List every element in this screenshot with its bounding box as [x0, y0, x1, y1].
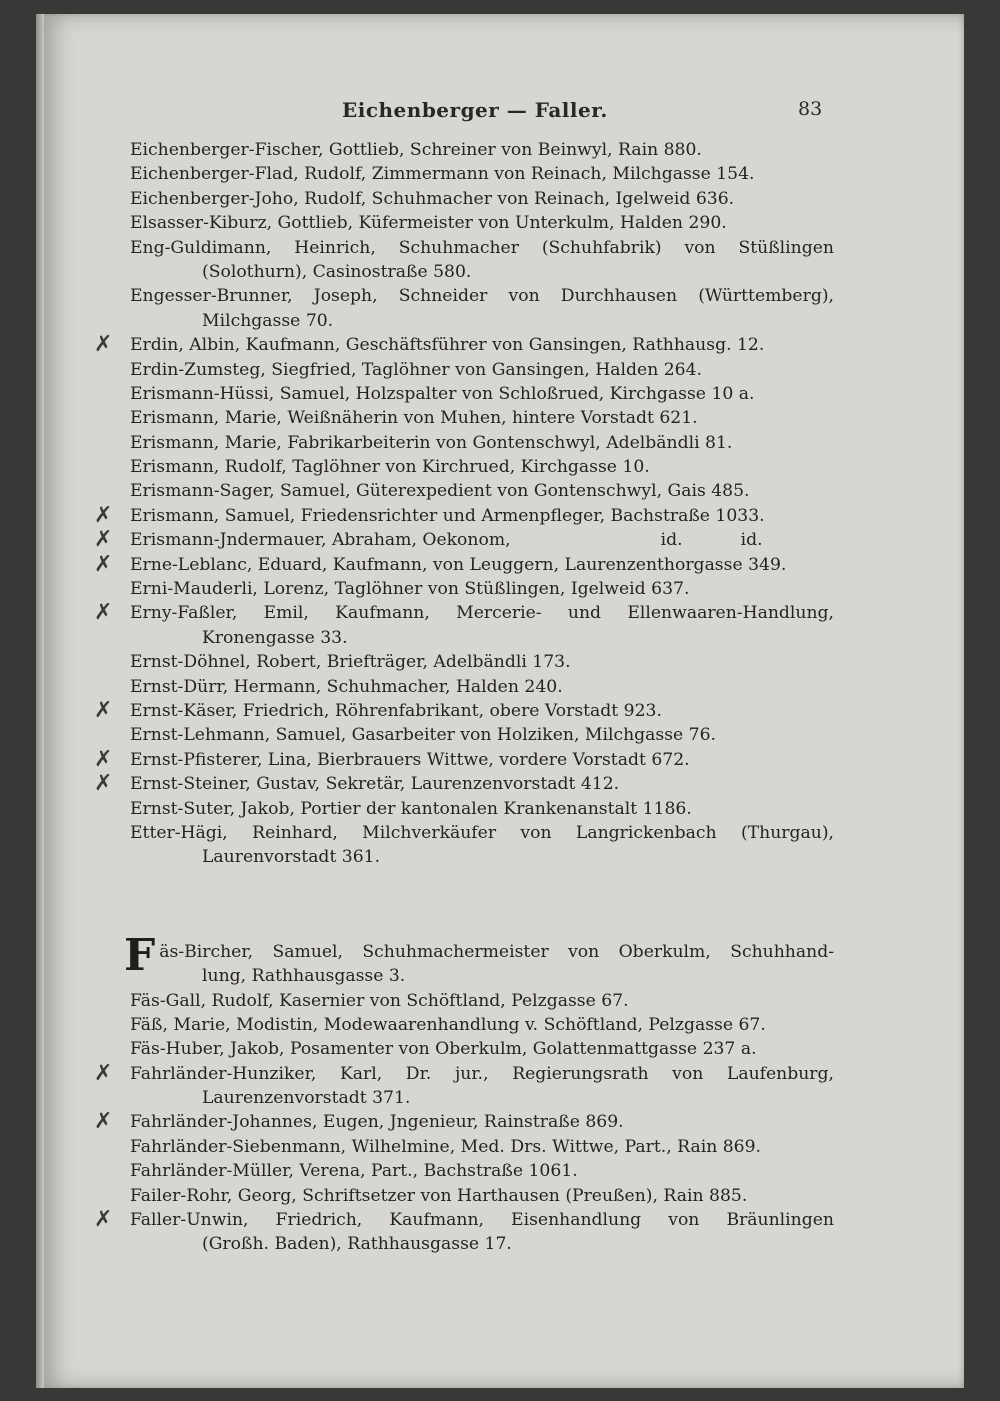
entry-line — [130, 284, 834, 308]
entry-line — [130, 187, 834, 211]
entry-line — [130, 406, 834, 430]
entry-text: Fäß, Marie, Modistin, Modewaarenhandlung v. Schöftland, Pelzgasse 67. — [130, 1014, 766, 1035]
section-f — [94, 929, 834, 1257]
entry-line — [130, 797, 834, 821]
entry-line — [130, 138, 834, 162]
entry-line — [130, 382, 834, 406]
entry-text: Ernst-Dürr, Hermann, Schuhmacher, Halden 240. — [130, 676, 563, 697]
page-number: 83 — [798, 98, 823, 120]
entry-text: Ernst-Suter, Jakob, Portier der kantonalen Krankenanstalt 1186. — [130, 798, 692, 819]
entry-line — [130, 650, 834, 674]
entry-text: Ernst-Döhnel, Robert, Briefträger, Adelbändli 173. — [130, 652, 571, 673]
pencil-mark-icon: ✗ — [94, 1207, 113, 1233]
pencil-mark-icon: ✗ — [94, 697, 113, 723]
entry-line — [94, 1109, 834, 1135]
entry-line — [130, 723, 834, 747]
entry-text: Milchgasse 70. — [202, 310, 334, 331]
entry-text: Erne-Leblanc, Eduard, Kaufmann, von Leuggern, Laurenzenthorgasse 349. — [130, 554, 787, 575]
entry-line — [94, 332, 834, 358]
pencil-mark-icon: ✗ — [94, 551, 113, 577]
entry-line — [130, 821, 834, 845]
entry-text: Fahrländer-Müller, Verena, Part., Bachstraße 1061. — [130, 1161, 578, 1182]
pencil-mark-icon: ✗ — [94, 1060, 113, 1086]
entry-line — [130, 675, 834, 699]
entry-text: Ernst-Steiner, Gustav, Sekretär, Laurenzenvorstadt 412. — [130, 774, 620, 795]
entry-text: Ernst-Käser, Friedrich, Röhrenfabrikant, obere Vorstadt 923. — [130, 700, 662, 721]
section-gap — [130, 870, 834, 940]
entry-text: Laurenzenvorstadt 371. — [202, 1088, 411, 1109]
entry-text: Failer-Rohr, Georg, Schriftsetzer von Harthausen (Preußen), Rain 885. — [130, 1185, 748, 1206]
ditto-mark: id. — [740, 530, 763, 551]
entry-text: Erismann, Rudolf, Taglöhner von Kirchrued, Kirchgasse 10. — [130, 457, 650, 478]
entry-line — [130, 479, 834, 503]
entry-line — [94, 1207, 834, 1233]
entry-text: lung, Rathhausgasse 3. — [202, 966, 406, 987]
entry-text: Fäs-Gall, Rudolf, Kasernier von Schöftland, Pelzgasse 67. — [130, 990, 629, 1011]
entry-line — [130, 455, 834, 479]
pencil-mark-icon: ✗ — [94, 600, 113, 626]
entry-text: Fahrländer-Hunziker, Karl, Dr. jur., Regierungsrath von Laufenburg, — [130, 1063, 834, 1084]
pencil-mark-icon: ✗ — [94, 332, 113, 358]
entry-line — [130, 1013, 834, 1037]
entry-line — [94, 502, 834, 528]
entry-text: Erismann-Hüssi, Samuel, Holzspalter von Schloßrued, Kirchgasse 10 a. — [130, 383, 755, 404]
entry-text: Erismann-Sager, Samuel, Güterexpedient von Gontenschwyl, Gais 485. — [130, 481, 750, 502]
entry-text: Eichenberger-Fischer, Gottlieb, Schreiner von Beinwyl, Rain 880. — [130, 140, 702, 160]
entry-text: Elsasser-Kiburz, Gottlieb, Küfermeister von Unterkulm, Halden 290. — [130, 213, 727, 234]
entry-line — [130, 1159, 834, 1183]
directory-entries — [94, 138, 834, 1257]
entry-text: Erismann, Marie, Weißnäherin von Muhen, hintere Vorstadt 621. — [130, 408, 698, 429]
entry-line — [130, 236, 834, 260]
entry-continuation — [130, 1086, 834, 1110]
header-title: Eichenberger — Faller. — [342, 98, 608, 122]
entry-continuation — [130, 309, 834, 333]
entry-text: Erny-Faßler, Emil, Kaufmann, Mercerie- und Ellenwaaren-Handlung, — [130, 603, 834, 624]
entry-line — [130, 358, 834, 382]
entry-text: Ernst-Pfisterer, Lina, Bierbrauers Wittwe, vordere Vorstadt 672. — [130, 749, 690, 770]
book-page — [36, 14, 964, 1388]
entry-text: (Großh. Baden), Rathhausgasse 17. — [202, 1234, 512, 1255]
entry-line — [130, 1135, 834, 1159]
entry-text: Faller-Unwin, Friedrich, Kaufmann, Eisenhandlung von Bräunlingen — [130, 1210, 834, 1231]
entry-text: Laurenvorstadt 361. — [202, 847, 381, 868]
page-gutter — [36, 14, 44, 1388]
entry-line — [130, 989, 834, 1013]
pencil-mark-icon: ✗ — [94, 1109, 113, 1135]
entry-line — [94, 1060, 834, 1086]
entry-text: Fahrländer-Siebenmann, Wilhelmine, Med. Drs. Wittwe, Part., Rain 869. — [130, 1136, 762, 1157]
entry-text: Erni-Mauderli, Lorenz, Taglöhner von Stüßlingen, Igelweid 637. — [130, 579, 690, 600]
pencil-mark-icon: ✗ — [94, 527, 113, 553]
entry-line — [94, 697, 834, 723]
entry-text: Ernst-Lehmann, Samuel, Gasarbeiter von Holziken, Milchgasse 76. — [130, 725, 717, 746]
entry-line — [94, 746, 834, 772]
entry-line — [130, 431, 834, 455]
entry-text: Fahrländer-Johannes, Eugen, Jngenieur, Rainstraße 869. — [130, 1112, 624, 1133]
entry-text: Kronengasse 33. — [202, 627, 348, 648]
ditto-mark: id. — [660, 530, 683, 551]
running-header — [36, 90, 964, 130]
entry-text: Erdin, Albin, Kaufmann, Geschäftsführer von Gansingen, Rathhausg. 12. — [130, 335, 765, 356]
entry-text: Eng-Guldimann, Heinrich, Schuhmacher (Schuhfabrik) von Stüßlingen — [130, 237, 834, 258]
pencil-mark-icon: ✗ — [94, 502, 113, 528]
entry-text: Erdin-Zumsteg, Siegfried, Taglöhner von Gansingen, Halden 264. — [130, 359, 703, 380]
pencil-mark-icon: ✗ — [94, 746, 113, 772]
entry-line — [94, 771, 834, 797]
entry-text: Etter-Hägi, Reinhard, Milchverkäufer von Langrickenbach (Thurgau), — [130, 822, 834, 843]
entry-line — [130, 162, 834, 186]
entry-line — [130, 211, 834, 235]
entry-line — [130, 1037, 834, 1061]
entry-line — [94, 527, 834, 553]
entry-text: Fäs-Huber, Jakob, Posamenter von Oberkulm, Golattenmattgasse 237 a. — [130, 1039, 757, 1060]
entry-text: äs-Bircher, Samuel, Schuhmachermeister von Oberkulm, Schuhhand- — [159, 941, 834, 962]
entry-text: Erismann, Marie, Fabrikarbeiterin von Gontenschwyl, Adelbändli 81. — [130, 432, 733, 453]
entry-line — [130, 1184, 834, 1208]
entry-text: Eichenberger-Flad, Rudolf, Zimmermann von Reinach, Milchgasse 154. — [130, 164, 755, 185]
entry-text: Engesser-Brunner, Joseph, Schneider von Durchhausen (Württemberg), — [130, 286, 834, 307]
entry-text: Erismann, Samuel, Friedensrichter und Armenpfleger, Bachstraße 1033. — [130, 505, 765, 526]
entry-text: (Solothurn), Casinostraße 580. — [202, 261, 472, 282]
pencil-mark-icon: ✗ — [94, 771, 113, 797]
entry-line — [130, 577, 834, 601]
entry-continuation — [130, 1232, 834, 1256]
entry-text: Eichenberger-Joho, Rudolf, Schuhmacher von Reinach, Igelweid 636. — [130, 188, 735, 209]
entry-continuation — [130, 626, 834, 650]
entry-continuation — [130, 964, 834, 988]
entry-text: Erismann-Jndermauer, Abraham, Oekonom, — [130, 530, 511, 551]
entry-line — [94, 600, 834, 626]
section-initial: F — [124, 929, 156, 981]
entry-continuation — [130, 260, 834, 284]
entry-line — [94, 551, 834, 577]
section-e — [94, 138, 834, 870]
entry-continuation — [130, 845, 834, 869]
